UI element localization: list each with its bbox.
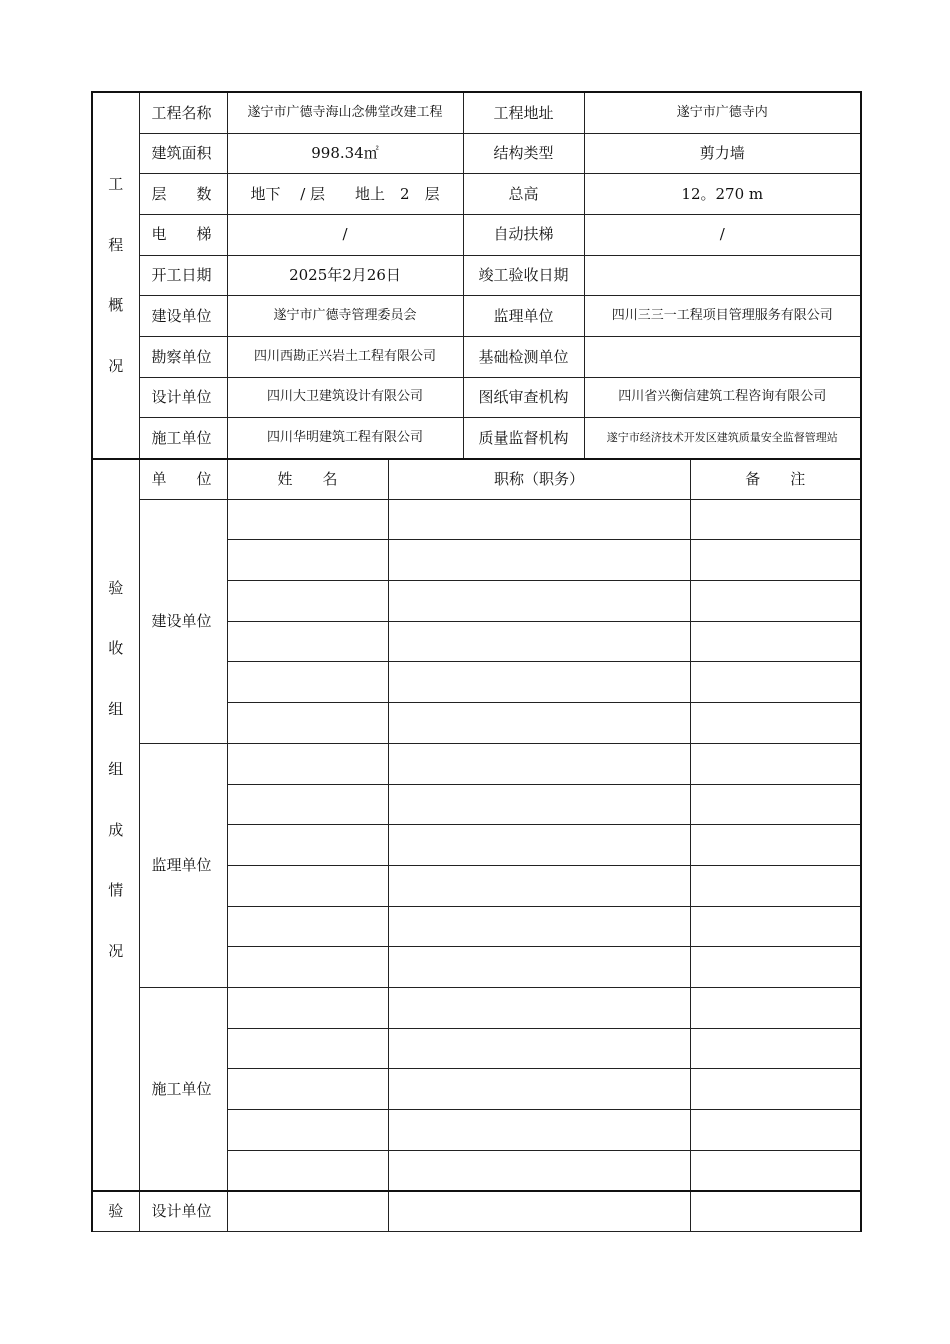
member-title-cell[interactable]: [388, 1110, 690, 1151]
member-title-cell[interactable]: [388, 987, 690, 1028]
survey-unit-label: 勘察单位: [139, 336, 227, 377]
drawing-review-label: 图纸审查机构: [463, 377, 584, 418]
member-remark-cell[interactable]: [690, 1028, 861, 1069]
escalator-value: /: [584, 214, 861, 255]
design-unit-value: 四川大卫建筑设计有限公司: [227, 377, 463, 418]
member-name-cell[interactable]: [227, 743, 388, 784]
member-name-cell[interactable]: [227, 906, 388, 947]
group-construction-unit-label: 施工单位: [139, 987, 227, 1190]
member-remark-cell[interactable]: [690, 825, 861, 866]
member-remark-cell[interactable]: [690, 1191, 861, 1232]
next-section-label: 验: [92, 1191, 139, 1232]
project-name-label: 工程名称: [139, 92, 227, 133]
member-name-cell[interactable]: [227, 1191, 388, 1232]
member-title-cell[interactable]: [388, 621, 690, 662]
member-title-cell[interactable]: [388, 1028, 690, 1069]
member-remark-cell[interactable]: [690, 662, 861, 703]
member-name-cell[interactable]: [227, 825, 388, 866]
member-title-cell[interactable]: [388, 1191, 690, 1232]
structure-type-label: 结构类型: [463, 133, 584, 174]
floors-value: 地下 / 层 地上 2 层: [227, 174, 463, 215]
project-address-value: 遂宁市广德寺内: [584, 92, 861, 133]
member-title-cell[interactable]: [388, 906, 690, 947]
start-date-label: 开工日期: [139, 255, 227, 296]
owner-unit-label: 建设单位: [139, 296, 227, 337]
structure-type-value: 剪力墙: [584, 133, 861, 174]
member-title-cell[interactable]: [388, 499, 690, 540]
remark-column-header: 备 注: [690, 459, 861, 500]
start-date-value: 2025年2月26日: [227, 255, 463, 296]
member-title-cell[interactable]: [388, 1069, 690, 1110]
member-name-cell[interactable]: [227, 581, 388, 622]
member-title-cell[interactable]: [388, 825, 690, 866]
member-name-cell[interactable]: [227, 662, 388, 703]
survey-unit-value: 四川西勘正兴岩土工程有限公司: [227, 336, 463, 377]
member-remark-cell[interactable]: [690, 906, 861, 947]
member-remark-cell[interactable]: [690, 621, 861, 662]
foundation-test-unit-value: [584, 336, 861, 377]
acceptance-form: [91, 91, 862, 1232]
member-remark-cell[interactable]: [690, 540, 861, 581]
member-title-cell[interactable]: [388, 540, 690, 581]
title-column-header: 职称（职务）: [388, 459, 690, 500]
supervision-unit-value: 四川三三一工程项目管理服务有限公司: [584, 296, 861, 337]
name-column-header: 姓 名: [227, 459, 388, 500]
member-name-cell[interactable]: [227, 784, 388, 825]
quality-supervision-label: 质量监督机构: [463, 418, 584, 459]
group-supervision-unit-label: 监理单位: [139, 743, 227, 987]
member-name-cell[interactable]: [227, 1069, 388, 1110]
owner-unit-value: 遂宁市广德寺管理委员会: [227, 296, 463, 337]
member-name-cell[interactable]: [227, 947, 388, 988]
total-height-label: 总高: [463, 174, 584, 215]
building-area-value: 998.34㎡: [227, 133, 463, 174]
project-name-value: 遂宁市广德寺海山念佛堂改建工程: [227, 92, 463, 133]
completion-date-label: 竣工验收日期: [463, 255, 584, 296]
member-remark-cell[interactable]: [690, 987, 861, 1028]
total-height-value: 12。270 m: [584, 174, 861, 215]
member-name-cell[interactable]: [227, 499, 388, 540]
member-title-cell[interactable]: [388, 581, 690, 622]
member-name-cell[interactable]: [227, 540, 388, 581]
member-name-cell[interactable]: [227, 987, 388, 1028]
member-title-cell[interactable]: [388, 784, 690, 825]
member-title-cell[interactable]: [388, 947, 690, 988]
group-owner-unit-label: 建设单位: [139, 499, 227, 743]
foundation-test-unit-label: 基础检测单位: [463, 336, 584, 377]
escalator-label: 自动扶梯: [463, 214, 584, 255]
member-name-cell[interactable]: [227, 1028, 388, 1069]
drawing-review-value: 四川省兴衡信建筑工程咨询有限公司: [584, 377, 861, 418]
supervision-unit-label: 监理单位: [463, 296, 584, 337]
elevator-label: 电 梯: [139, 214, 227, 255]
member-title-cell[interactable]: [388, 662, 690, 703]
overview-section-label: 工 程 概 况: [92, 92, 139, 459]
completion-date-value: [584, 255, 861, 296]
unit-column-header: 单 位: [139, 459, 227, 500]
project-address-label: 工程地址: [463, 92, 584, 133]
construction-unit-label: 施工单位: [139, 418, 227, 459]
member-title-cell[interactable]: [388, 865, 690, 906]
member-remark-cell[interactable]: [690, 499, 861, 540]
member-name-cell[interactable]: [227, 1110, 388, 1151]
member-remark-cell[interactable]: [690, 1150, 861, 1191]
team-section-label: 验 收 组 组 成 情 况: [92, 459, 139, 1191]
member-remark-cell[interactable]: [690, 1110, 861, 1151]
construction-unit-value: 四川华明建筑工程有限公司: [227, 418, 463, 459]
member-name-cell[interactable]: [227, 1150, 388, 1191]
member-remark-cell[interactable]: [690, 581, 861, 622]
member-remark-cell[interactable]: [690, 947, 861, 988]
design-unit-label: 设计单位: [139, 377, 227, 418]
group-design-unit-label: 设计单位: [139, 1191, 227, 1232]
member-name-cell[interactable]: [227, 621, 388, 662]
member-remark-cell[interactable]: [690, 743, 861, 784]
member-remark-cell[interactable]: [690, 865, 861, 906]
member-title-cell[interactable]: [388, 1150, 690, 1191]
member-remark-cell[interactable]: [690, 784, 861, 825]
member-title-cell[interactable]: [388, 703, 690, 744]
member-name-cell[interactable]: [227, 703, 388, 744]
elevator-value: /: [227, 214, 463, 255]
floors-label: 层 数: [139, 174, 227, 215]
quality-supervision-value: 遂宁市经济技术开发区建筑质量安全监督管理站: [584, 418, 861, 459]
member-remark-cell[interactable]: [690, 1069, 861, 1110]
member-name-cell[interactable]: [227, 865, 388, 906]
building-area-label: 建筑面积: [139, 133, 227, 174]
member-title-cell[interactable]: [388, 743, 690, 784]
member-remark-cell[interactable]: [690, 703, 861, 744]
